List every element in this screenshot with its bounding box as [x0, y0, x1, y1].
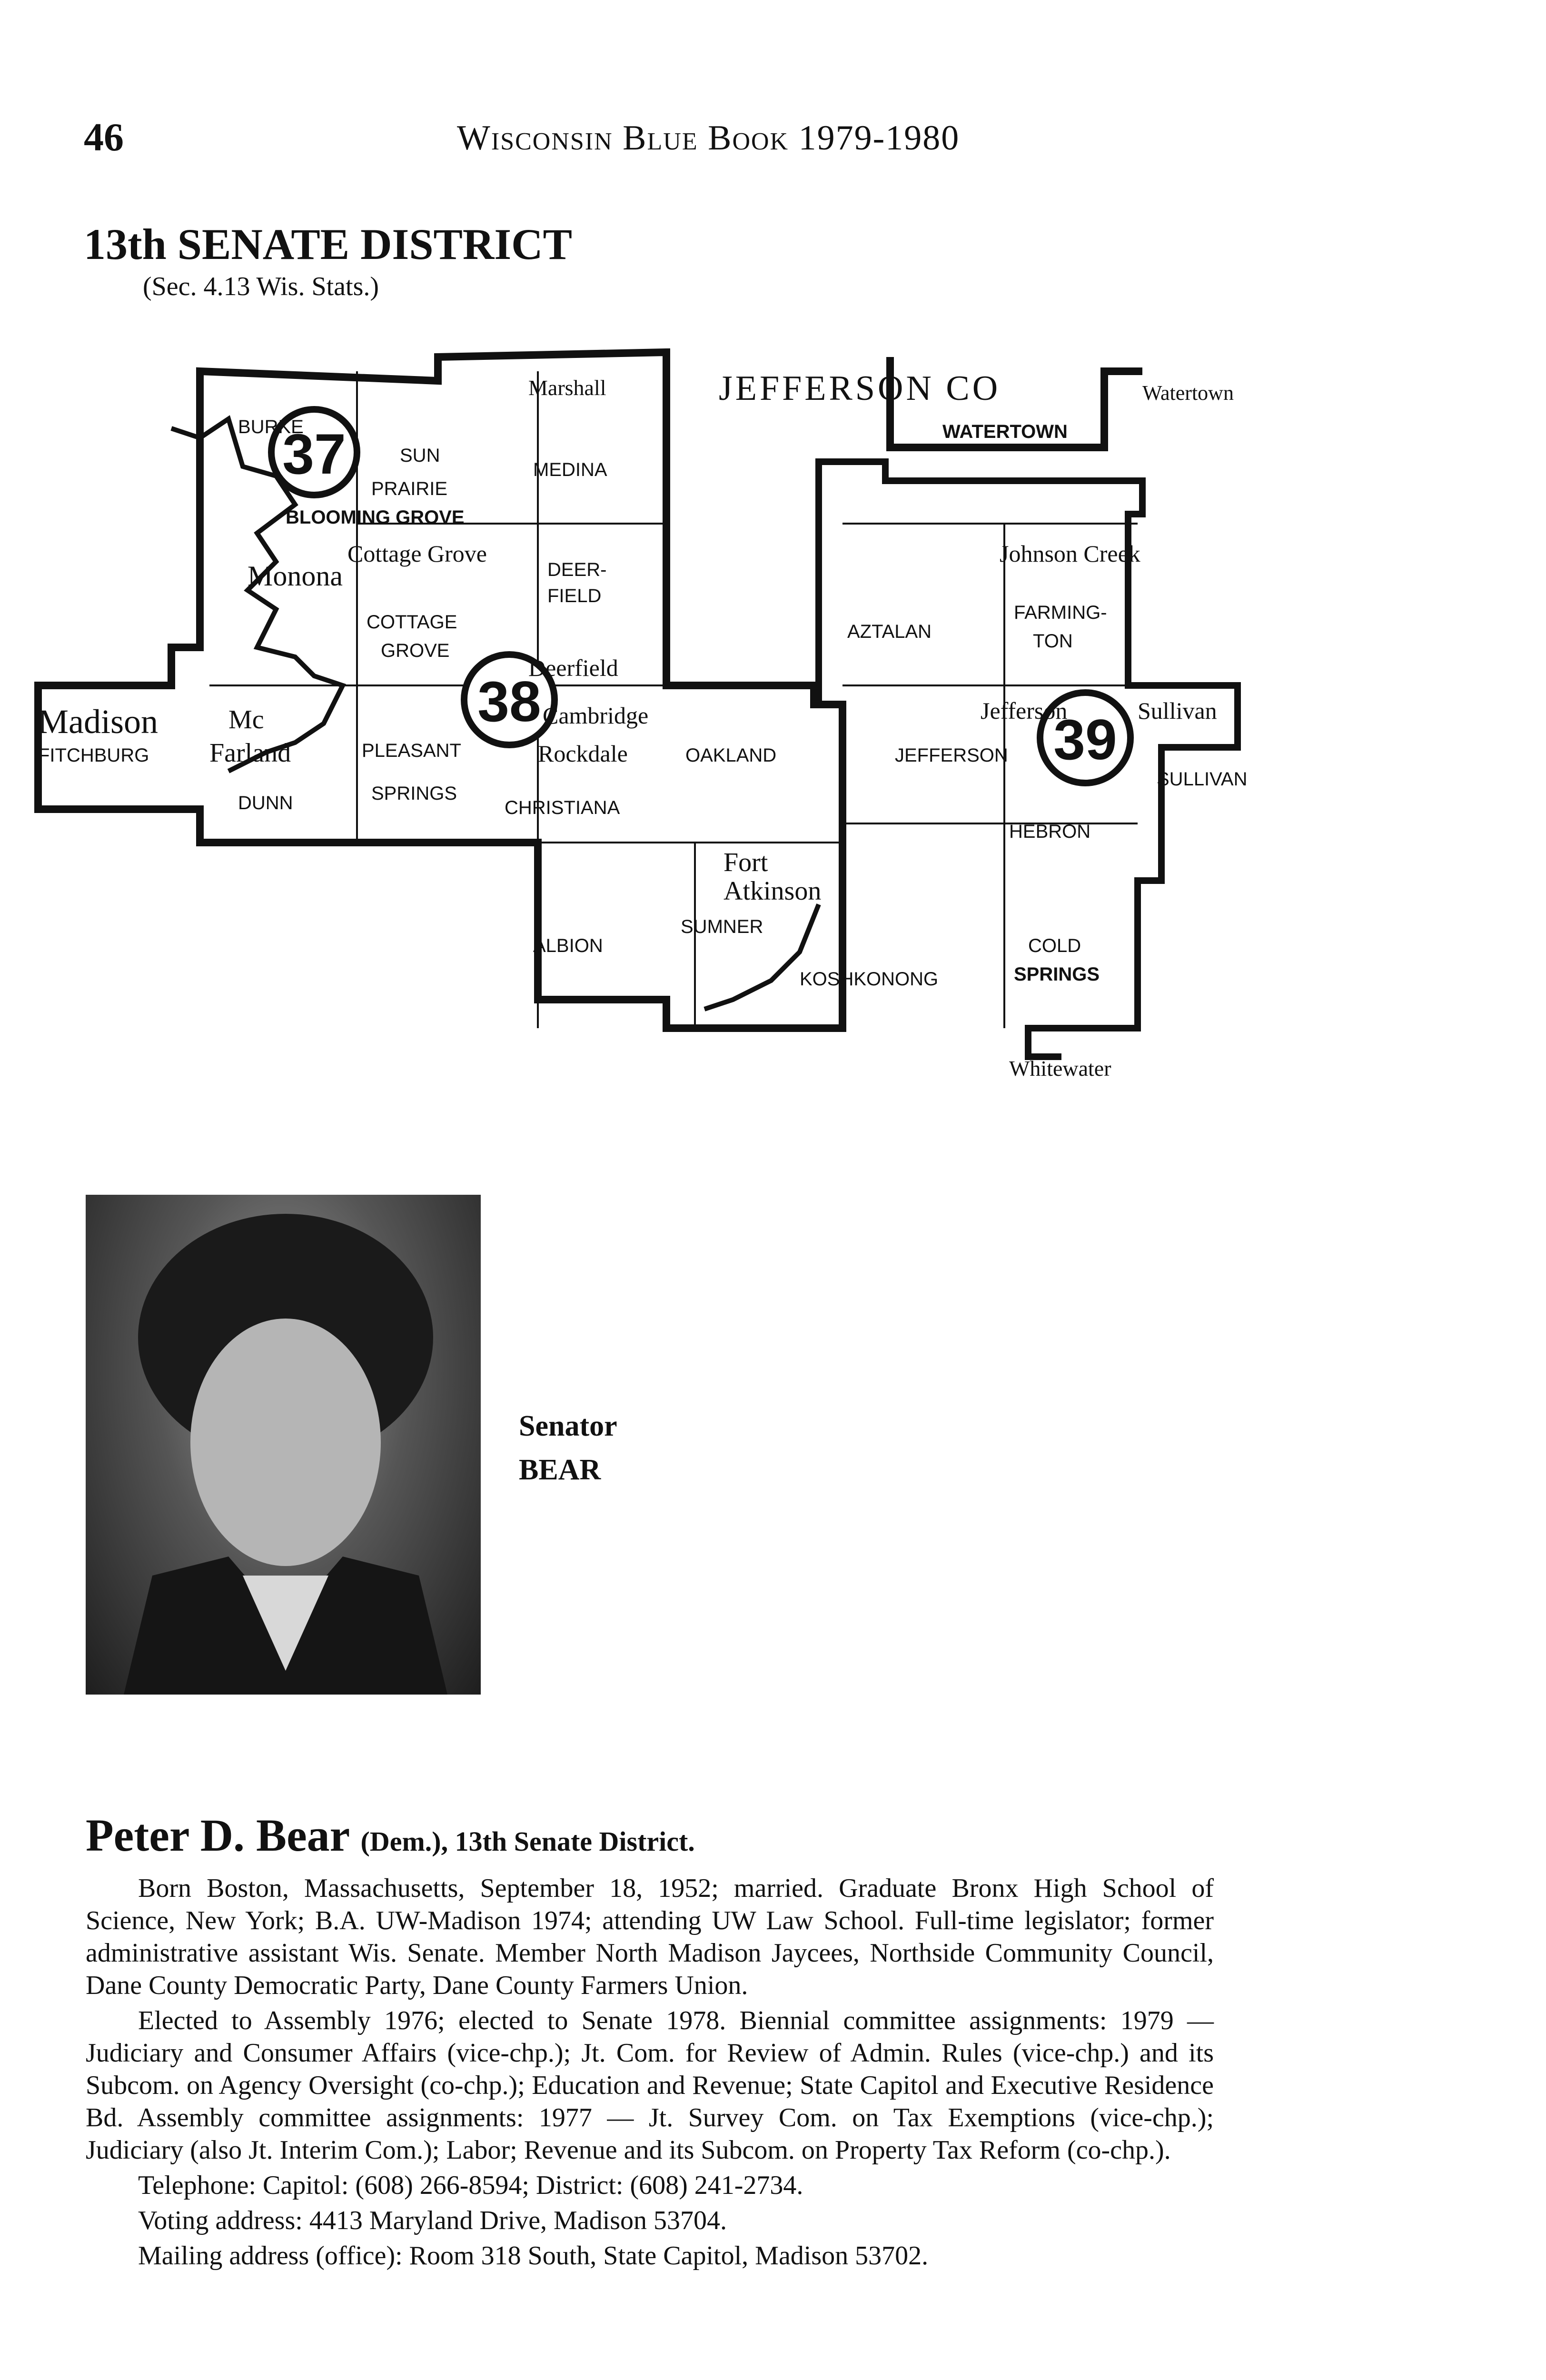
label-cambridge: Cambridge [543, 702, 649, 729]
caption-title: Senator [519, 1410, 617, 1442]
portrait-caption [519, 1404, 617, 1492]
senator-name: Peter D. Bear [86, 1810, 349, 1861]
label-albion: ALBION [533, 935, 603, 956]
label-sun-prairie-1: SUN [400, 445, 440, 466]
label-dunn: DUNN [238, 793, 293, 813]
label-marshall: Marshall [528, 376, 606, 400]
label-fort-atkinson-2: Atkinson [723, 876, 822, 906]
page-number: 46 [84, 115, 124, 159]
label-aztalan: AZTALAN [847, 621, 932, 642]
district-39-number: 39 [1053, 708, 1117, 772]
label-watertown-town: WATERTOWN [942, 421, 1068, 442]
bio-paragraph: Elected to Assembly 1976; elected to Senate 1978. Biennial committee assignments: 1979 — Judiciary and Consumer Affairs (vice-chp.); Jt. Com. for Review of Admin. Rules (vice-chp.) and its Subcom. on Agency Oversight (co-chp.); Education and Revenue; State Capitol and Executive Residence Bd. Assembly committee assignments: 1977 — Jt. Survey Com. on Tax Exemptions (vice-chp.); Judiciary (also Jt. Interim Com.); Labor; Revenue and its Subcom. on Property Tax Reform (co-chp.). [86, 2006, 1214, 2165]
label-cottage-grove-village: Cottage Grove [347, 540, 487, 567]
label-koshkonong: KOSHKONONG [800, 969, 939, 990]
label-deerfield-village: Deerfield [528, 654, 618, 681]
label-watertown-city: Watertown [1142, 381, 1234, 405]
label-cold-springs-2: SPRINGS [1014, 964, 1100, 985]
label-pleasant-springs-2: SPRINGS [371, 783, 457, 804]
label-hebron: HEBRON [1009, 821, 1091, 842]
bio-mailing-address: Mailing address (office): Room 318 South, State Capitol, Madison 53702. [138, 2241, 929, 2271]
label-johnson-creek: Johnson Creek [1000, 540, 1140, 567]
label-sullivan-village: Sullivan [1138, 697, 1217, 724]
label-whitewater: Whitewater [1009, 1056, 1111, 1081]
senator-party-district: (Dem.), 13th Senate District. [360, 1826, 695, 1857]
label-farmington-2: TON [1033, 631, 1073, 652]
biography [86, 1809, 1214, 2272]
label-burke: BURKE [238, 416, 304, 437]
label-cold-springs-1: COLD [1028, 935, 1081, 956]
label-mcfarland-1: Mc [228, 705, 264, 734]
statute-reference: (Sec. 4.13 Wis. Stats.) [143, 272, 379, 301]
label-farmington-1: FARMING- [1014, 602, 1107, 623]
label-jefferson-town: JEFFERSON [895, 745, 1008, 766]
label-cottage-grove-town-1: COTTAGE [367, 612, 457, 633]
label-cottage-grove-town-2: GROVE [381, 640, 450, 661]
label-oakland: OAKLAND [685, 745, 777, 766]
label-sullivan-town: SULLIVAN [1157, 769, 1248, 790]
senator-portrait [86, 1195, 481, 1695]
label-mcfarland-2: Farland [209, 738, 291, 768]
section-title: 13th SENATE DISTRICT [84, 220, 572, 268]
district-38-number: 38 [477, 670, 541, 734]
district-37-number: 37 [282, 422, 346, 486]
label-pleasant-springs-1: PLEASANT [362, 740, 461, 761]
district-map [29, 343, 1295, 1085]
label-jefferson-city: Jefferson [981, 697, 1068, 724]
county-label: JEFFERSON CO [719, 369, 1001, 408]
label-blooming-grove: BLOOMING GROVE [286, 507, 465, 528]
label-fitchburg: FITCHBURG [38, 745, 149, 766]
label-deerfield-town-1: DEER- [547, 559, 607, 580]
running-title: Wisconsin Blue Book 1979-1980 [457, 119, 960, 158]
senator-name-line [86, 1809, 1214, 1862]
label-christiana: CHRISTIANA [505, 797, 620, 818]
label-sumner: SUMNER [681, 916, 763, 937]
bio-paragraph: Born Boston, Massachusetts, September 18, 1952; married. Graduate Bronx High School of Science, New York; B.A. UW-Madison 1974; attending UW Law School. Full-time legislator; former administrative assistant Wis. Senate. Member North Madison Jaycees, Northside Community Council, Dane County Democratic Party, Dane County Farmers Union. [86, 1874, 1214, 2000]
label-fort-atkinson-1: Fort [723, 848, 768, 877]
label-madison: Madison [38, 703, 158, 741]
label-monona: Monona [248, 560, 343, 592]
label-deerfield-town-2: FIELD [547, 585, 602, 606]
bio-voting-address: Voting address: 4413 Maryland Drive, Madison 53704. [138, 2206, 727, 2235]
label-rockdale: Rockdale [538, 740, 628, 767]
label-medina: MEDINA [533, 459, 607, 480]
caption-surname: BEAR [519, 1454, 601, 1486]
bio-telephone: Telephone: Capitol: (608) 266-8594; District: (608) 241-2734. [138, 2171, 803, 2200]
label-sun-prairie-2: PRAIRIE [371, 478, 448, 499]
